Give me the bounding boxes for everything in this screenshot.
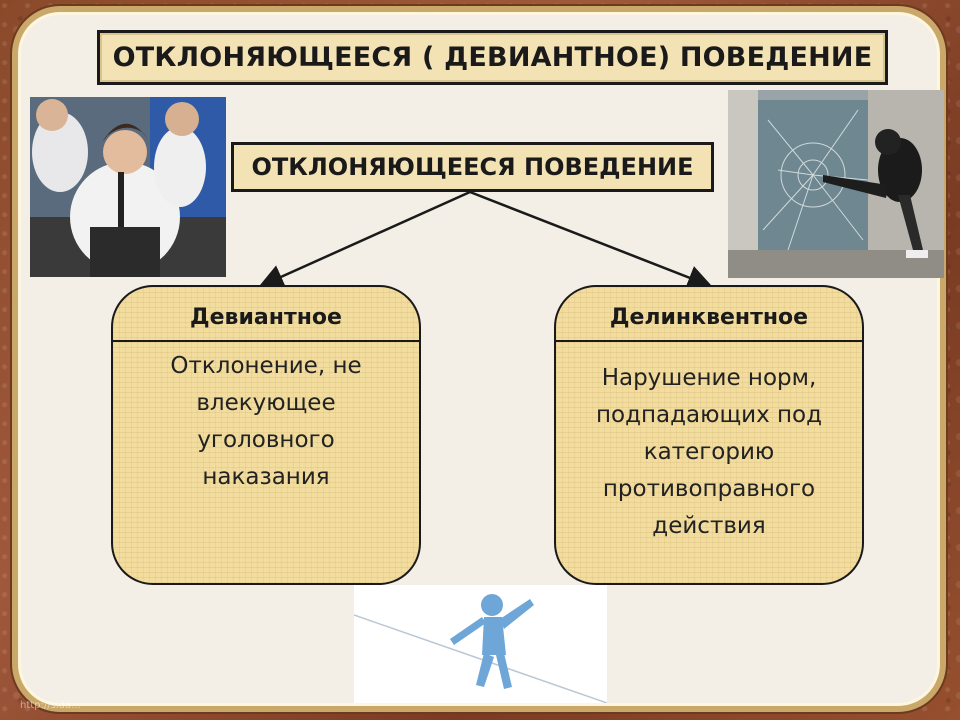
card-delinquent-line: противоправного [602,476,816,502]
card-delinquent-line: подпадающих под [595,402,823,428]
arrow-to-deviant [263,192,470,285]
balance-figure-illustration [354,585,607,703]
balance-figure-image [354,585,607,703]
watermark: http://sida... [20,700,81,711]
card-deviant-heading: Девиантное [113,287,419,342]
card-delinquent-line: действия [652,513,766,539]
card-deviant-line: наказания [202,464,330,490]
card-delinquent-line: категорию [643,439,775,465]
card-deviant-line: влекующее [196,390,336,416]
card-deviant-line: Отклонение, не [170,353,362,379]
slide-title-text: ОТКЛОНЯЮЩЕЕСЯ ( ДЕВИАНТНОЕ) ПОВЕДЕНИЕ [112,42,873,73]
arrow-to-delinquent [470,192,708,285]
card-delinquent-body [556,342,862,545]
card-delinquent-line: Нарушение норм, [601,365,817,391]
card-deviant-line: уголовного [197,427,335,453]
diagram-root-label: ОТКЛОНЯЮЩЕЕСЯ ПОВЕДЕНИЕ [251,153,694,181]
card-delinquent [554,285,864,585]
card-deviant [111,285,421,585]
card-delinquent-heading: Делинквентное [556,287,862,342]
card-deviant-body [113,342,419,496]
